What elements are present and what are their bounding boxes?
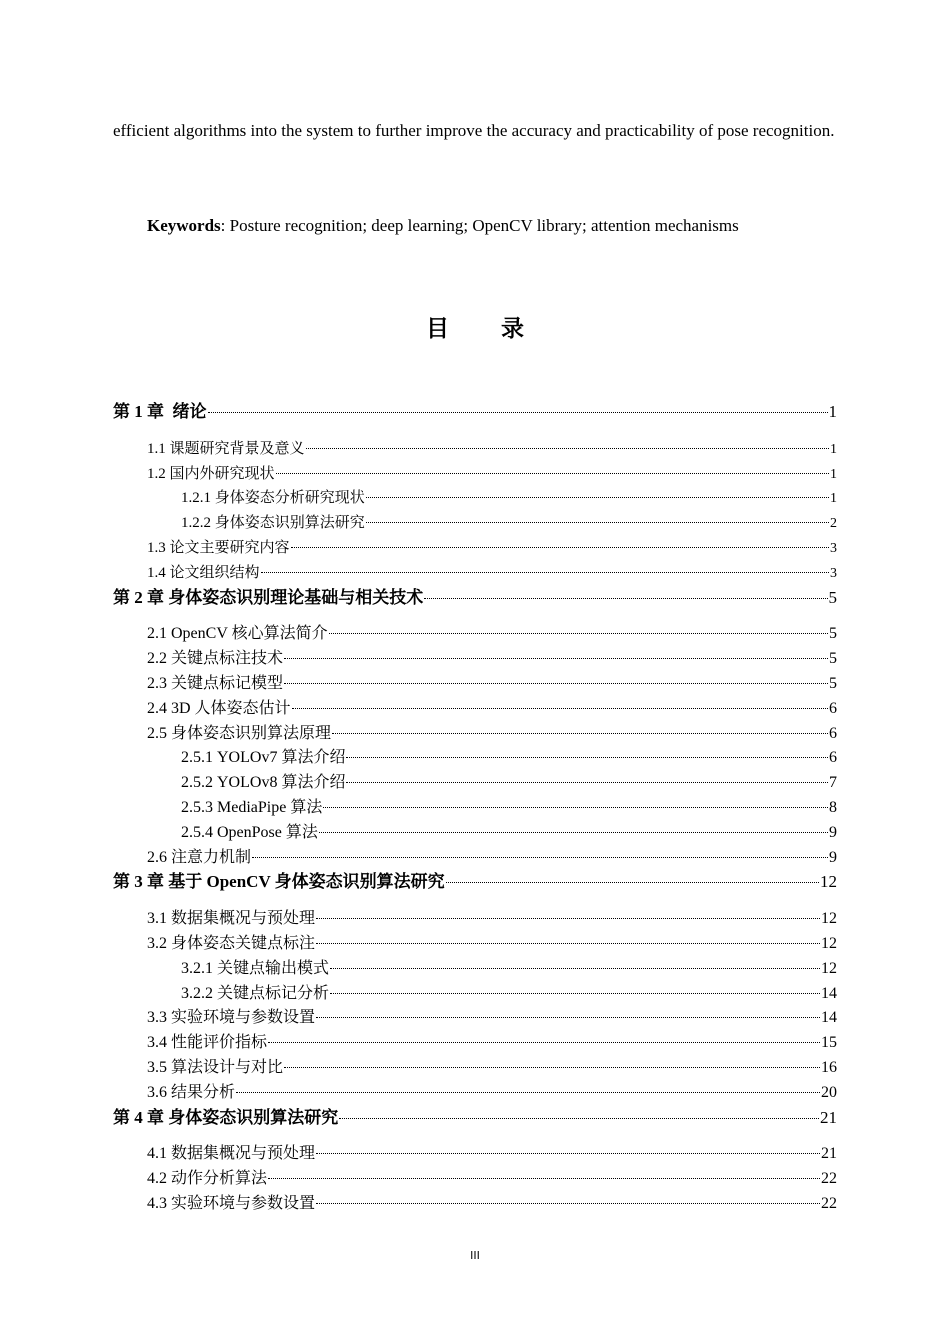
toc-section-entry[interactable] <box>113 697 837 722</box>
toc-entry-title: 第 1 章 绪论 <box>113 402 207 421</box>
dot-leader <box>424 598 827 599</box>
dot-leader <box>366 497 829 498</box>
toc-section-entry[interactable] <box>113 1056 837 1081</box>
dot-leader <box>306 448 829 449</box>
dot-leader <box>346 757 828 758</box>
dot-leader <box>268 1178 820 1179</box>
dot-leader <box>236 1092 820 1093</box>
toc-entry-title: 2.5 身体姿态识别算法原理 <box>147 724 332 742</box>
toc-entry-page: 1 <box>830 441 837 457</box>
toc-entry-title: 2.1 OpenCV 核心算法简介 <box>147 625 328 643</box>
toc-entry-page: 6 <box>829 724 837 742</box>
toc-chapter-entry[interactable] <box>113 870 837 895</box>
dot-leader <box>208 412 828 413</box>
dot-leader <box>276 473 829 474</box>
toc-entry-title: 第 3 章 基于 OpenCV 身体姿态识别算法研究 <box>113 872 445 892</box>
toc-entry-page: 5 <box>829 674 837 692</box>
dot-leader <box>252 857 828 858</box>
toc-entry-page: 20 <box>821 1083 837 1101</box>
toc-title: 目 录 <box>425 316 546 342</box>
toc-entry-title: 第 4 章 身体姿态识别算法研究 <box>113 1107 339 1127</box>
dot-leader <box>330 968 820 969</box>
toc-entry-page: 7 <box>829 774 837 792</box>
toc-entry-page: 21 <box>821 1145 837 1163</box>
toc-section-entry[interactable] <box>113 1167 837 1192</box>
abstract-tail-paragraph: efficient algorithms into the system to further improve the accuracy and practicability of pose recognition. <box>113 121 835 140</box>
toc-entry-title: 1.2.1 身体姿态分析研究现状 <box>181 490 365 507</box>
toc-entry-title: 4.3 实验环境与参数设置 <box>147 1194 316 1212</box>
toc-entry-page: 12 <box>821 959 837 977</box>
toc-entry-page: 6 <box>829 699 837 717</box>
toc-chapter-entry[interactable] <box>113 400 837 425</box>
toc-section-entry[interactable] <box>113 437 837 462</box>
dot-leader <box>346 782 828 783</box>
toc-section-entry[interactable] <box>113 647 837 672</box>
toc-entry-page: 21 <box>820 1107 837 1127</box>
toc-entry-page: 6 <box>829 749 837 767</box>
toc-entry-title: 3.5 算法设计与对比 <box>147 1058 284 1076</box>
toc-section-entry[interactable] <box>113 1081 837 1106</box>
toc-entry-title: 3.2 身体姿态关键点标注 <box>147 934 316 952</box>
toc-entry-page: 5 <box>828 587 837 607</box>
toc-entry-title: 4.2 动作分析算法 <box>147 1170 268 1188</box>
dot-leader <box>284 658 828 659</box>
toc-section-entry[interactable] <box>113 821 837 846</box>
toc-section-entry[interactable] <box>113 846 837 871</box>
table-of-contents <box>113 400 837 1217</box>
toc-entry-page: 5 <box>829 625 837 643</box>
toc-entry-page: 9 <box>829 823 837 841</box>
dot-leader <box>284 1067 820 1068</box>
toc-entry-title: 2.5.2 YOLOv8 算法介绍 <box>181 774 346 792</box>
toc-chapter-entry[interactable] <box>113 1106 837 1131</box>
toc-section-entry[interactable] <box>113 1031 837 1056</box>
toc-entry-title: 1.2 国内外研究现状 <box>147 465 275 482</box>
toc-entry-title: 1.2.2 身体姿态识别算法研究 <box>181 515 365 532</box>
keywords-text: Posture recognition; deep learning; OpenCV library; attention mechanisms <box>229 216 739 235</box>
toc-entry-title: 3.2.2 关键点标记分析 <box>181 984 330 1002</box>
toc-section-entry[interactable] <box>113 746 837 771</box>
toc-entry-page: 9 <box>829 848 837 866</box>
dot-leader <box>292 708 828 709</box>
page-number: III <box>470 1249 480 1262</box>
toc-entry-page: 2 <box>830 516 837 532</box>
toc-section-entry[interactable] <box>113 672 837 697</box>
dot-leader <box>446 882 819 883</box>
toc-entry-page: 8 <box>829 798 837 816</box>
toc-entry-page: 1 <box>830 466 837 482</box>
toc-entry-page: 3 <box>830 540 837 556</box>
toc-entry-title: 3.2.1 关键点输出模式 <box>181 959 330 977</box>
dot-leader <box>332 733 828 734</box>
toc-entry-title: 4.1 数据集概况与预处理 <box>147 1145 316 1163</box>
toc-entry-title: 1.4 论文组织结构 <box>147 564 260 581</box>
toc-entry-title: 1.1 课题研究背景及意义 <box>147 440 305 457</box>
keywords-line <box>147 212 739 240</box>
dot-leader <box>339 1118 819 1119</box>
toc-entry-title: 3.3 实验环境与参数设置 <box>147 1009 316 1027</box>
toc-entry-title: 2.5.3 MediaPipe 算法 <box>181 798 323 816</box>
toc-entry-title: 2.6 注意力机制 <box>147 848 252 866</box>
toc-entry-page: 12 <box>821 910 837 928</box>
dot-leader <box>329 633 828 634</box>
toc-section-entry[interactable] <box>113 536 837 561</box>
toc-section-entry[interactable] <box>113 722 837 747</box>
toc-section-entry[interactable] <box>113 796 837 821</box>
keywords-label: Keywords <box>147 216 221 235</box>
toc-section-entry[interactable] <box>113 486 837 511</box>
dot-leader <box>268 1042 820 1043</box>
dot-leader <box>261 572 829 573</box>
dot-leader <box>316 1203 820 1204</box>
toc-entry-page: 1 <box>828 402 837 421</box>
toc-entry-page: 15 <box>821 1034 837 1052</box>
toc-entry-title: 2.4 3D 人体姿态估计 <box>147 699 291 717</box>
toc-entry-title: 2.2 关键点标注技术 <box>147 650 284 668</box>
toc-section-entry[interactable] <box>113 771 837 796</box>
dot-leader <box>291 547 829 548</box>
toc-section-entry[interactable] <box>113 1192 837 1217</box>
toc-entry-page: 22 <box>821 1170 837 1188</box>
toc-entry-page: 12 <box>821 934 837 952</box>
dot-leader <box>366 522 829 523</box>
toc-entry-title: 3.4 性能评价指标 <box>147 1034 268 1052</box>
dot-leader <box>319 832 828 833</box>
toc-chapter-entry[interactable] <box>113 586 837 611</box>
keywords-separator: : <box>220 216 230 235</box>
toc-section-entry[interactable] <box>113 511 837 536</box>
toc-entry-title: 2.5.1 YOLOv7 算法介绍 <box>181 749 346 767</box>
toc-section-entry[interactable] <box>113 982 837 1007</box>
toc-entry-title: 第 2 章 身体姿态识别理论基础与相关技术 <box>113 587 424 607</box>
toc-section-entry[interactable] <box>113 932 837 957</box>
toc-entry-page: 3 <box>830 565 837 581</box>
toc-entry-page: 12 <box>820 872 837 892</box>
dot-leader <box>330 993 820 994</box>
dot-leader <box>323 807 828 808</box>
toc-entry-page: 1 <box>830 491 837 507</box>
toc-section-entry[interactable] <box>113 622 837 647</box>
dot-leader <box>316 943 820 944</box>
toc-section-entry[interactable] <box>113 1006 837 1031</box>
toc-entry-page: 22 <box>821 1194 837 1212</box>
toc-entry-page: 14 <box>821 984 837 1002</box>
toc-entry-title: 3.1 数据集概况与预处理 <box>147 910 316 928</box>
toc-section-entry[interactable] <box>113 462 837 487</box>
toc-entry-page: 5 <box>829 650 837 668</box>
dot-leader <box>316 918 820 919</box>
toc-entry-page: 16 <box>821 1058 837 1076</box>
dot-leader <box>284 683 828 684</box>
toc-entry-title: 3.6 结果分析 <box>147 1083 236 1101</box>
toc-section-entry[interactable] <box>113 1142 837 1167</box>
dot-leader <box>316 1017 820 1018</box>
toc-section-entry[interactable] <box>113 561 837 586</box>
toc-section-entry[interactable] <box>113 907 837 932</box>
toc-entry-title: 2.5.4 OpenPose 算法 <box>181 823 318 841</box>
toc-entry-title: 2.3 关键点标记模型 <box>147 674 284 692</box>
dot-leader <box>316 1153 820 1154</box>
toc-section-entry[interactable] <box>113 957 837 982</box>
toc-entry-title: 1.3 论文主要研究内容 <box>147 539 290 556</box>
toc-entry-page: 14 <box>821 1009 837 1027</box>
